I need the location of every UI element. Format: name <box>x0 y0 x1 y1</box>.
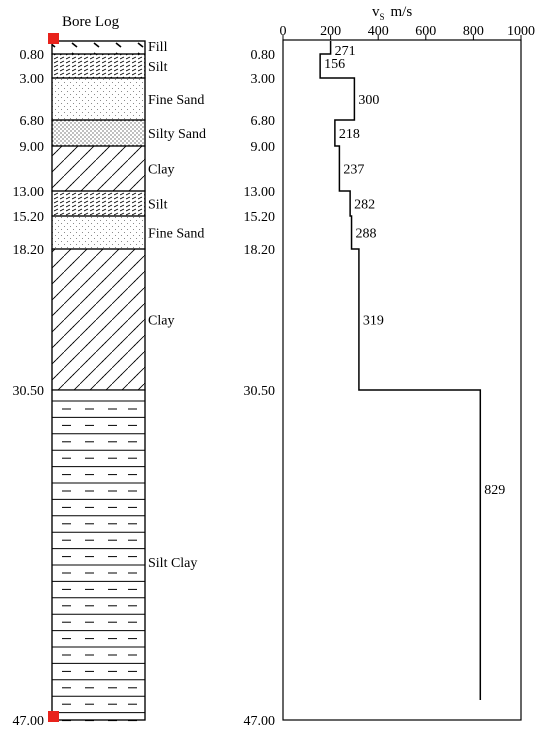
depth-label: 47.00 <box>12 714 44 729</box>
layer-name-silty-sand: Silty Sand <box>148 127 206 142</box>
depth-label: 15.20 <box>12 210 44 225</box>
depth-label: 0.80 <box>19 48 44 63</box>
vs-value-label: 300 <box>358 93 380 108</box>
vs-depth-label: 13.00 <box>243 185 275 200</box>
depth-label: 6.80 <box>19 114 44 129</box>
depth-label: 30.50 <box>12 384 44 399</box>
x-tick-label: 400 <box>367 24 389 39</box>
vs-depth-label: 3.00 <box>250 72 275 87</box>
vs-value-label: 271 <box>334 44 356 59</box>
vs-depth-label: 15.20 <box>243 210 275 225</box>
depth-label: 13.00 <box>12 185 44 200</box>
vs-depth-label: 30.50 <box>243 384 275 399</box>
bore-log-title: Bore Log <box>62 14 120 30</box>
x-tick-label: 1000 <box>507 24 535 39</box>
layer-name-silt: Silt <box>148 60 168 75</box>
bottom-marker <box>48 711 59 722</box>
vs-depth-label: 47.00 <box>243 714 275 729</box>
vs-depth-label: 18.20 <box>243 243 275 258</box>
vs-value-label: 288 <box>355 226 377 242</box>
bore-log <box>13 14 206 729</box>
vs-value-label: 319 <box>362 313 384 329</box>
layer-name-clay: Clay <box>148 162 175 178</box>
layer-name-fill: Fill <box>148 40 168 55</box>
x-tick-label: 200 <box>320 24 342 39</box>
layer-name-silt: Silt <box>148 197 168 213</box>
top-marker <box>48 33 59 44</box>
layer-name-fine-sand: Fine Sand <box>148 93 205 108</box>
layer-fine-sand <box>52 78 145 120</box>
vs-depth-label: 9.00 <box>250 140 275 155</box>
layer-clay <box>52 146 145 191</box>
depth-label: 3.00 <box>19 72 44 87</box>
x-tick-label: 600 <box>415 24 437 39</box>
bore-log-layers <box>52 41 145 720</box>
depth-label: 18.20 <box>12 243 44 258</box>
layer-fine-sand <box>52 216 145 249</box>
vs-depth-label: 0.80 <box>250 48 275 63</box>
layer-silt <box>52 54 145 78</box>
x-ticks <box>280 24 536 40</box>
layer-clay <box>52 249 145 390</box>
plot-frame <box>283 40 521 720</box>
depth-label: 9.00 <box>19 140 44 155</box>
x-axis-label: $v_S$ m/s <box>372 4 413 22</box>
layer-silt-clay <box>52 390 145 720</box>
bore-log-depth-labels <box>13 48 45 729</box>
vs-value-label: 156 <box>324 57 346 72</box>
layer-fill <box>52 41 145 54</box>
layer-silty-sand <box>52 120 145 146</box>
layer-name-silt-clay: Silt Clay <box>148 556 198 571</box>
bore-log-layer-names <box>148 40 206 571</box>
vs-profile-chart <box>244 4 536 729</box>
x-tick-label: 0 <box>279 24 287 39</box>
vs-value-label: 282 <box>354 197 376 213</box>
layer-name-clay: Clay <box>148 313 175 329</box>
vs-value-label: 237 <box>343 162 365 178</box>
vs-value-label: 218 <box>338 127 360 142</box>
vs-depth-labels <box>244 48 276 729</box>
vs-depth-label: 6.80 <box>250 114 275 129</box>
x-tick-label: 800 <box>462 24 484 39</box>
layer-name-fine-sand: Fine Sand <box>148 226 205 242</box>
layer-silt <box>52 191 145 216</box>
vs-value-label: 829 <box>484 483 506 498</box>
vs-value-labels <box>324 44 505 498</box>
